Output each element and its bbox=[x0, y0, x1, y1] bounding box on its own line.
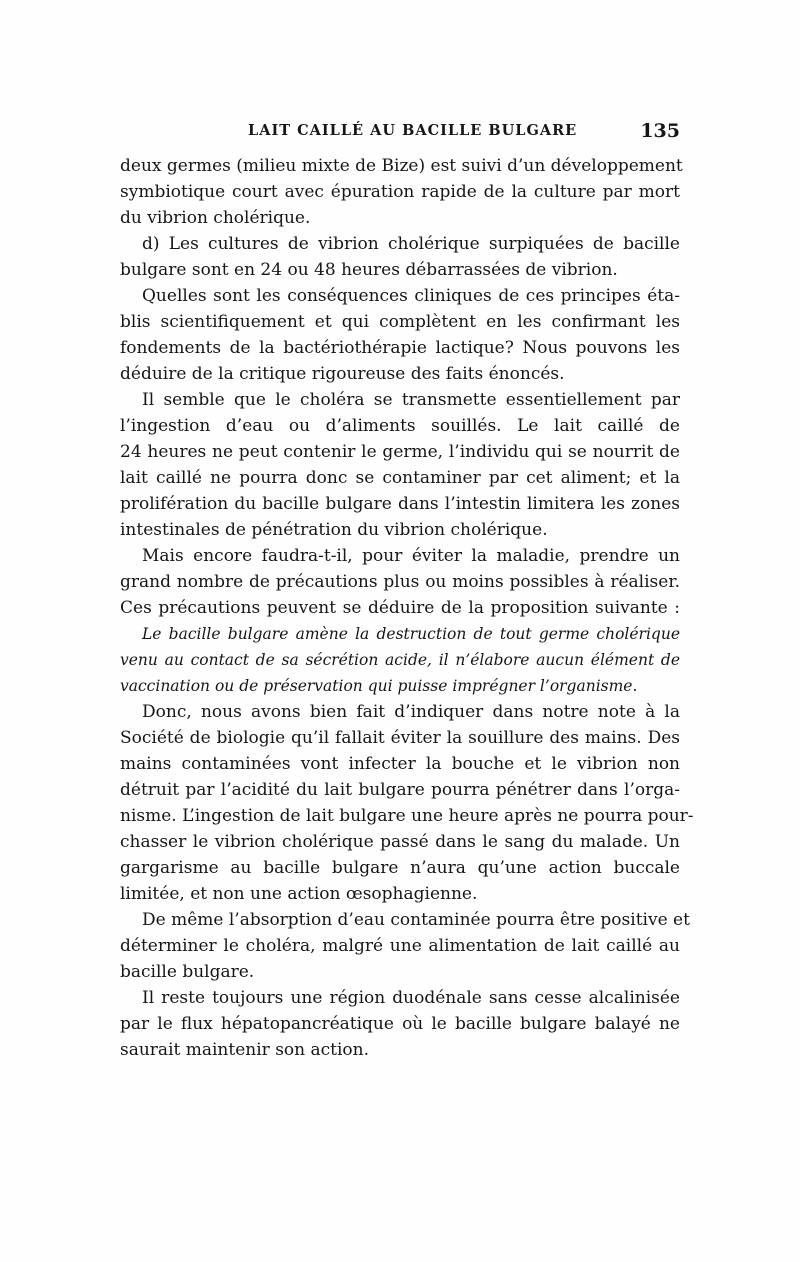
text-line: bulgare sont en 24 ou 48 heures débarrassées de vibrion. bbox=[120, 260, 618, 280]
text-line: deux germes (milieu mixte de Bize) est suivi d’un développement bbox=[120, 156, 683, 176]
page-number: 135 bbox=[640, 120, 680, 142]
text-line: Société de biologie qu’il fallait éviter la souillure des mains. Des bbox=[120, 728, 680, 748]
running-head bbox=[120, 118, 680, 144]
text-line: Il reste toujours une région duodénale sans cesse alcalinisée bbox=[142, 988, 680, 1008]
text-line: l’ingestion d’eau ou d’aliments souillés. Le lait caillé de bbox=[120, 416, 680, 436]
text-line: Mais encore faudra-t-il, pour éviter la maladie, prendre un bbox=[142, 546, 680, 566]
text-line: nisme. L’ingestion de lait bulgare une heure après ne pourra pour- bbox=[120, 806, 694, 826]
text-line: prolifération du bacille bulgare dans l’intestin limitera les zones bbox=[120, 494, 680, 514]
text-line: fondements de la bactériothérapie lactique? Nous pouvons les bbox=[120, 338, 680, 358]
text-line: Quelles sont les conséquences cliniques de ces principes éta- bbox=[142, 286, 680, 306]
text-line: Ces précautions peuvent se déduire de la proposition suivante : bbox=[120, 598, 680, 618]
text-line: déduire de la critique rigoureuse des faits énoncés. bbox=[120, 364, 565, 384]
text-line: bacille bulgare. bbox=[120, 962, 255, 982]
text-line: gargarisme au bacille bulgare n’aura qu’une action buccale bbox=[120, 858, 680, 878]
text-line: 24 heures ne peut contenir le germe, l’individu qui se nourrit de bbox=[120, 442, 680, 462]
text-line: intestinales de pénétration du vibrion cholérique. bbox=[120, 520, 548, 540]
body-text bbox=[120, 153, 694, 1063]
text-line: Le bacille bulgare amène la destruction de tout germe cholérique bbox=[142, 625, 680, 643]
text-line: d) Les cultures de vibrion cholérique surpiquées de bacille bbox=[142, 234, 680, 254]
text-line: venu au contact de sa sécrétion acide, il n’élabore aucun élément de bbox=[120, 651, 680, 669]
text-line: symbiotique court avec épuration rapide de la culture par mort bbox=[120, 182, 680, 202]
running-title: LAIT CAILLÉ AU BACILLE BULGARE bbox=[248, 122, 578, 139]
text-line: détruit par l’acidité du lait bulgare pourra pénétrer dans l’orga- bbox=[120, 780, 680, 800]
text-line: chasser le vibrion cholérique passé dans le sang du malade. Un bbox=[120, 832, 680, 852]
text-line: vaccination ou de préservation qui puisse imprégner l’organisme. bbox=[120, 677, 638, 695]
text-line: mains contaminées vont infecter la bouche et le vibrion non bbox=[120, 754, 680, 774]
text-line: blis scientifiquement et qui complètent en les confirmant les bbox=[120, 312, 680, 332]
text-line: déterminer le choléra, malgré une alimentation de lait caillé au bbox=[120, 936, 680, 956]
text-line: grand nombre de précautions plus ou moins possibles à réaliser. bbox=[120, 572, 680, 592]
text-line: par le flux hépatopancréatique où le bacille bulgare balayé ne bbox=[120, 1014, 680, 1034]
text-line: Donc, nous avons bien fait d’indiquer dans notre note à la bbox=[142, 702, 680, 722]
text-line: lait caillé ne pourra donc se contaminer par cet aliment; et la bbox=[120, 468, 680, 488]
text-line: Il semble que le choléra se transmette essentiellement par bbox=[142, 390, 680, 410]
text-line: du vibrion cholérique. bbox=[120, 208, 311, 228]
text-line: saurait maintenir son action. bbox=[120, 1040, 370, 1060]
text-line: limitée, et non une action œsophagienne. bbox=[120, 884, 478, 904]
text-line: De même l’absorption d’eau contaminée pourra être positive et bbox=[142, 910, 690, 930]
